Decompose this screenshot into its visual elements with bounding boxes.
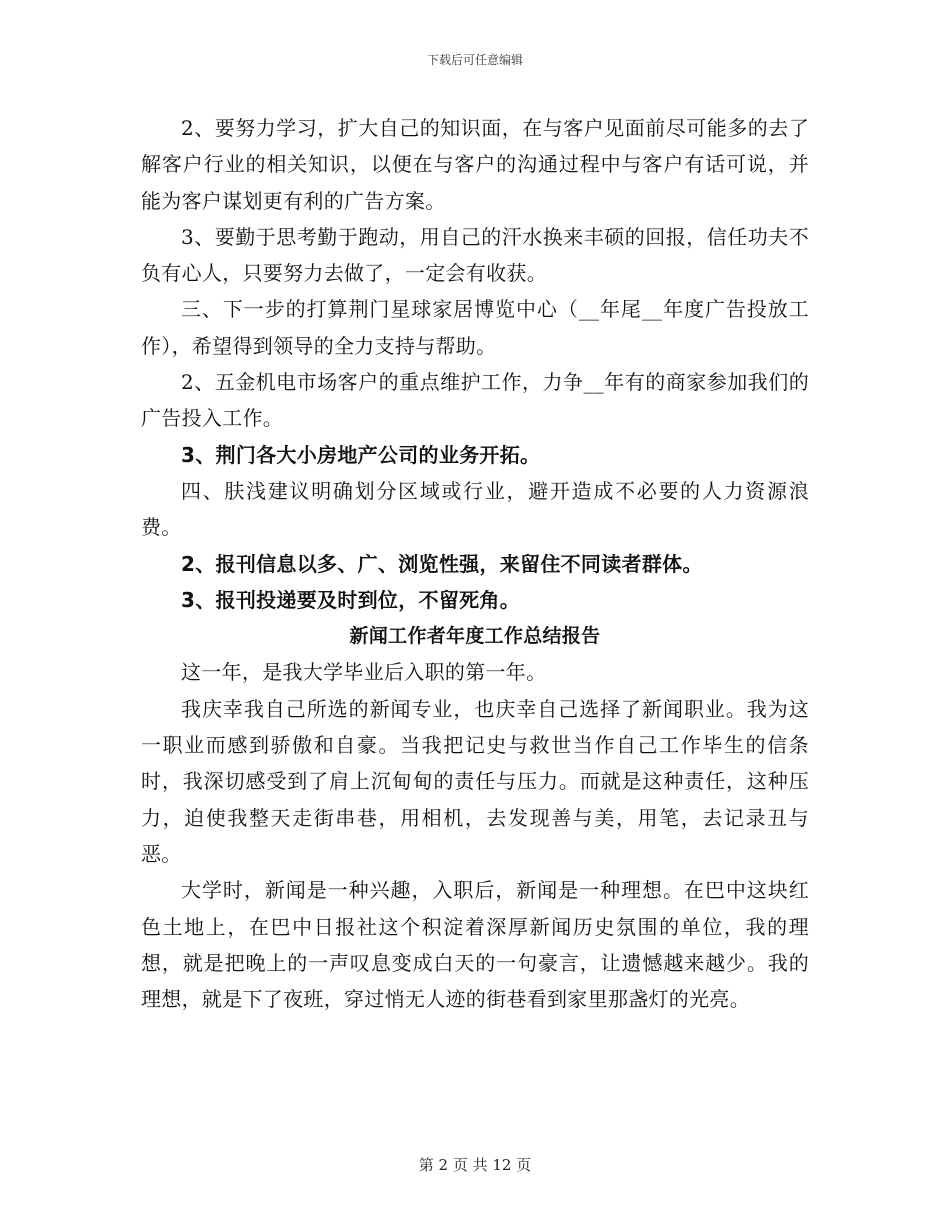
paragraph-newspaper-info: 2、报刊信息以多、广、浏览性强，来留住不同读者群体。 [181, 551, 703, 576]
document-title: 新闻工作者年度工作总结报告 [349, 625, 601, 648]
paragraph-diligence: 3、要勤于思考勤于跑动，用自己的汗水换来丰硕的回报，信任功夫不负有心人，只要努力去做了，一定会有收获。 [141, 224, 809, 286]
paragraph-profession: 我庆幸我自己所选的新闻专业，也庆幸自己选择了新闻职业。我为这一职业而感到骄傲和自豪。当我把记史与救世当作自己工作毕生的信条时，我深切感受到了肩上沉甸甸的责任与压力。而就是这种责任，这种压力，迫使我整天走街串巷，用相机，去发现善与美，用笔，去记录丑与恶。 [141, 696, 809, 866]
paragraph-newspaper-delivery: 3、报刊投递要及时到位，不留死角。 [181, 587, 521, 612]
page-header-note: 下载后可任意编辑 [426, 53, 523, 67]
paragraph-suggestion: 四、肤浅建议明确划分区域或行业，避开造成不必要的人力资源浪费。 [141, 478, 809, 540]
paragraph-first-year: 这一年，是我大学毕业后入职的第一年。 [181, 660, 547, 685]
page-number: 第 2 页 共 12 页 [418, 1156, 532, 1174]
paragraph-next-plan: 三、下一步的打算荆门星球家居博览中心（__年尾__年度广告投放工作），希望得到领导的全力支持与帮助。 [141, 297, 809, 358]
document-body [141, 110, 809, 1017]
paragraph-ideal: 大学时，新闻是一种兴趣，入职后，新闻是一种理想。在巴中这块红色土地上，在巴中日报社这个积淀着深厚新闻历史氛围的单位，我的理想，就是把晚上的一声叹息变成白天的一句豪言，让遗憾越来越少。我的理想，就是下了夜班，穿过悄无人迹的街巷看到家里那盏灯的光亮。 [141, 878, 809, 1012]
paragraph-learn: 2、要努力学习，扩大自己的知识面，在与客户见面前尽可能多的去了解客户行业的相关知识，以便在与客户的沟通过程中与客户有话可说，并能为客户谋划更有利的广告方案。 [141, 116, 809, 213]
paragraph-real-estate: 3、荆门各大小房地产公司的业务开拓。 [181, 442, 541, 467]
paragraph-hardware-market: 2、五金机电市场客户的重点维护工作，力争__年有的商家参加我们的广告投入工作。 [141, 370, 809, 431]
